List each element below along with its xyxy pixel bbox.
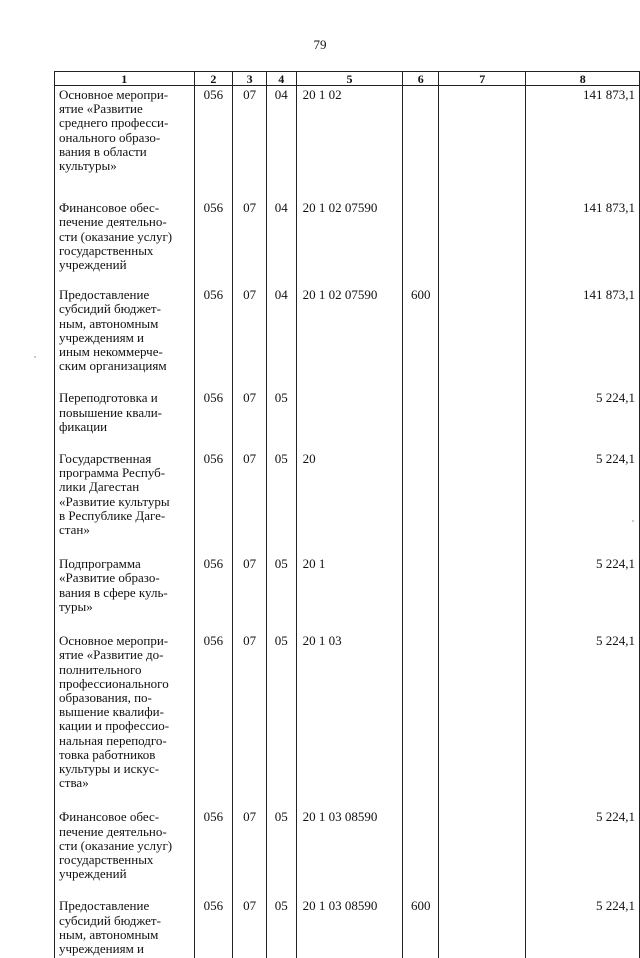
row-col-3-text: 07: [243, 556, 256, 571]
row-col-6: [403, 557, 439, 634]
row-col-2: [194, 288, 233, 391]
row-col-5-text: 20 1 03 08590: [303, 898, 378, 913]
row-name: [55, 288, 195, 391]
row-col-7: [439, 452, 526, 557]
row-col-3-text: 07: [243, 809, 256, 824]
row-amount-text: 141 873,1: [583, 287, 635, 302]
row-name-text: Государственная программа Респуб- лики Дагестан «Развитие культуры в Республике Даге- стан»: [59, 452, 192, 537]
row-col-4: [266, 86, 296, 202]
header-col-1: 1: [55, 72, 195, 86]
table-row: [55, 391, 640, 452]
row-col-2-text: 056: [204, 809, 224, 824]
row-col-3-text: 07: [243, 633, 256, 648]
row-name-text: Основное меропри- ятие «Развитие до- полнительного профессионального образования, по- вышение квалифи- кации и профессио- нальная переподго- товка работников культуры и искус- ства»: [59, 634, 192, 790]
row-col-7: [439, 391, 526, 452]
row-col-4-text: 04: [275, 287, 288, 302]
header-col-5: 5: [296, 72, 403, 86]
row-col-6: [403, 391, 439, 452]
row-amount: [526, 201, 640, 288]
row-col-4-text: 05: [275, 390, 288, 405]
row-amount: [526, 86, 640, 202]
header-col-7: 7: [439, 72, 526, 86]
row-col-2: [194, 86, 233, 202]
row-col-4: [266, 201, 296, 288]
table-row: [55, 86, 640, 202]
row-amount: [526, 634, 640, 810]
row-col-2-text: 056: [204, 200, 224, 215]
row-name-text: Переподготовка и повышение квали- фикации: [59, 391, 192, 434]
row-col-4-text: 05: [275, 809, 288, 824]
row-col-3: [233, 557, 267, 634]
row-col-4-text: 04: [275, 87, 288, 102]
row-col-3: [233, 634, 267, 810]
table-row: [55, 634, 640, 810]
row-col-4-text: 05: [275, 451, 288, 466]
row-col-2: [194, 557, 233, 634]
row-amount: [526, 810, 640, 899]
row-col-2-text: 056: [204, 898, 224, 913]
row-col-5: [296, 899, 403, 958]
header-row: [55, 72, 640, 86]
row-col-4: [266, 452, 296, 557]
row-col-5: [296, 452, 403, 557]
row-name: [55, 452, 195, 557]
row-col-4: [266, 391, 296, 452]
row-col-2: [194, 634, 233, 810]
row-col-7: [439, 557, 526, 634]
row-col-7: [439, 288, 526, 391]
row-col-4: [266, 634, 296, 810]
row-name-text: Подпрограмма «Развитие образо- вания в сфере куль- туры»: [59, 557, 192, 614]
row-amount-text: 5 224,1: [596, 898, 635, 913]
row-name-text: Предоставление субсидий бюджет- ным, автономным учреждениям и иным некоммерче- ским организациям: [59, 288, 192, 373]
header-col-6: 6: [403, 72, 439, 86]
budget-table: [54, 71, 640, 958]
row-col-3: [233, 452, 267, 557]
row-name: [55, 557, 195, 634]
row-name: [55, 86, 195, 202]
row-col-4: [266, 288, 296, 391]
row-col-5-text: 20 1 03 08590: [303, 809, 378, 824]
row-name-text: Предоставление субсидий бюджет- ным, автономным учреждениям и: [59, 899, 192, 956]
header-col-8: 8: [526, 72, 640, 86]
table-row: [55, 452, 640, 557]
row-col-2-text: 056: [204, 451, 224, 466]
row-amount: [526, 391, 640, 452]
row-col-3-text: 07: [243, 200, 256, 215]
table-row: [55, 810, 640, 899]
table-row: [55, 288, 640, 391]
row-col-5: [296, 634, 403, 810]
row-amount: [526, 452, 640, 557]
row-col-4-text: 04: [275, 200, 288, 215]
table-body: [55, 86, 640, 958]
row-col-2-text: 056: [204, 556, 224, 571]
row-amount-text: 5 224,1: [596, 633, 635, 648]
row-amount-text: 141 873,1: [583, 200, 635, 215]
row-amount: [526, 899, 640, 958]
row-amount: [526, 288, 640, 391]
row-col-2: [194, 810, 233, 899]
row-col-4-text: 05: [275, 898, 288, 913]
row-col-3-text: 07: [243, 451, 256, 466]
row-amount-text: 5 224,1: [596, 451, 635, 466]
row-col-6: [403, 634, 439, 810]
row-col-2: [194, 899, 233, 958]
row-col-2-text: 056: [204, 287, 224, 302]
row-col-2: [194, 452, 233, 557]
row-col-2: [194, 201, 233, 288]
row-col-7: [439, 810, 526, 899]
row-col-6: [403, 810, 439, 899]
row-name: [55, 391, 195, 452]
row-col-2-text: 056: [204, 87, 224, 102]
row-col-3: [233, 899, 267, 958]
header-col-4: 4: [266, 72, 296, 86]
row-col-3: [233, 201, 267, 288]
row-col-3: [233, 288, 267, 391]
row-col-7: [439, 86, 526, 202]
row-col-6: [403, 452, 439, 557]
row-col-7: [439, 634, 526, 810]
page-number: 79: [0, 37, 640, 53]
row-name-text: Финансовое обес- печение деятельно- сти (оказание услуг) государственных учреждений: [59, 810, 192, 881]
row-name: [55, 810, 195, 899]
row-col-3-text: 07: [243, 287, 256, 302]
row-col-6: [403, 201, 439, 288]
row-col-3-text: 07: [243, 898, 256, 913]
row-amount-text: 141 873,1: [583, 87, 635, 102]
table-row: [55, 899, 640, 958]
row-col-5-text: 20 1 03: [303, 633, 342, 648]
row-col-5-text: 20 1 02: [303, 87, 342, 102]
row-col-7: [439, 201, 526, 288]
scan-speck: [632, 520, 634, 522]
table-header: [55, 72, 640, 86]
row-col-5: [296, 391, 403, 452]
row-name: [55, 201, 195, 288]
row-col-3: [233, 391, 267, 452]
row-col-5-text: 20: [303, 451, 316, 466]
row-name-text: Основное меропри- ятие «Развитие среднего професси- онального образо- вания в области культуры»: [59, 88, 192, 173]
row-amount-text: 5 224,1: [596, 809, 635, 824]
row-col-6: [403, 288, 439, 391]
row-col-5: [296, 201, 403, 288]
row-col-5: [296, 557, 403, 634]
row-amount-text: 5 224,1: [596, 390, 635, 405]
row-col-3: [233, 810, 267, 899]
row-col-2-text: 056: [204, 633, 224, 648]
row-col-2-text: 056: [204, 390, 224, 405]
row-amount: [526, 557, 640, 634]
row-col-3: [233, 86, 267, 202]
row-col-5: [296, 810, 403, 899]
row-col-6: [403, 86, 439, 202]
row-col-5: [296, 288, 403, 391]
row-col-4: [266, 899, 296, 958]
row-col-5-text: 20 1 02 07590: [303, 200, 378, 215]
row-col-4-text: 05: [275, 633, 288, 648]
table-row: [55, 557, 640, 634]
row-col-2: [194, 391, 233, 452]
row-col-4: [266, 557, 296, 634]
row-col-7: [439, 899, 526, 958]
row-col-5-text: 20 1: [303, 556, 326, 571]
row-col-3-text: 07: [243, 87, 256, 102]
row-name: [55, 634, 195, 810]
row-col-6: [403, 899, 439, 958]
header-col-2: 2: [194, 72, 233, 86]
row-col-3-text: 07: [243, 390, 256, 405]
row-col-4-text: 05: [275, 556, 288, 571]
row-name-text: Финансовое обес- печение деятельно- сти (оказание услуг) государственных учреждений: [59, 201, 192, 272]
header-col-3: 3: [233, 72, 267, 86]
row-col-4: [266, 810, 296, 899]
scan-speck: [34, 356, 36, 358]
row-col-5-text: 20 1 02 07590: [303, 287, 378, 302]
row-col-6-text: 600: [411, 287, 431, 302]
table-row: [55, 201, 640, 288]
row-col-6-text: 600: [411, 898, 431, 913]
row-col-5: [296, 86, 403, 202]
row-name: [55, 899, 195, 958]
row-amount-text: 5 224,1: [596, 556, 635, 571]
